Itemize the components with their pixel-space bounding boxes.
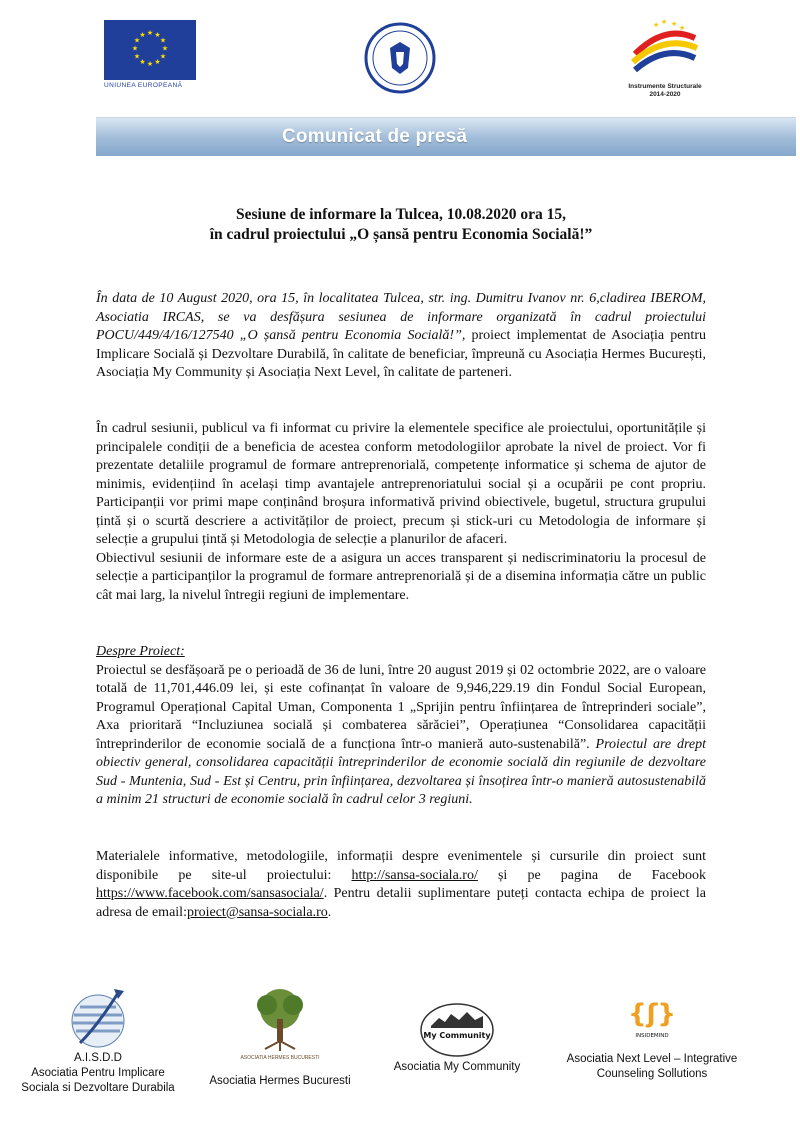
svg-text:★: ★ [159, 36, 167, 45]
svg-text:★: ★ [133, 36, 141, 45]
svg-text:★: ★ [131, 44, 139, 53]
is-caption-line1: Instrumente Structurale [628, 83, 702, 90]
paragraph-contact [96, 848, 706, 922]
nextlevel-name-line2: Counseling Sollutions [596, 1068, 708, 1080]
partner-hermes [200, 985, 360, 1089]
svg-text:★: ★ [661, 18, 668, 26]
is-caption [610, 83, 720, 99]
facebook-link[interactable]: https://www.facebook.com/sansasociala/ [96, 886, 324, 901]
hermes-logo-caption: ASOCIATIA HERMES BUCURESTI [240, 1055, 320, 1061]
is-caption-line2: 2014-2020 [649, 91, 681, 98]
banner-title: Comunicat de presă [282, 126, 468, 147]
aisdd-globe-icon [58, 985, 138, 1051]
nextlevel-name-line1: Asociatia Next Level – Integrative [566, 1053, 738, 1065]
aisdd-abbr: A.I.S.D.D [74, 1052, 122, 1064]
website-link[interactable]: http://sansa-sociala.ro/ [351, 867, 478, 883]
about-project-text: Proiectul se desfășoară pe o perioadă de 36 de luni, între 20 august 2019 și 02 octombrie 2022, are o valoare totală de 11,701,446.09 lei, și este cofinanțat în valoare de 9,946,229.19 din Fondul Social European, Programul Operațional Capital Uman, Componenta 1 „Sprijin pentru înființarea de întreprinderi sociale”, Axa prioritară “Incluziunea socială și combaterea sărăciei”, Operațiunea “Consolidarea capacității întreprinderilor de economie socială de a funcționa într-o manieră auto-sustenabilă”. [96, 662, 706, 752]
instrumente-structurale-logo [610, 14, 720, 99]
about-project-heading: Despre Proiect: [96, 644, 185, 659]
title-line-1: Sesiune de informare la Tulcea, 10.08.2020 ora 15, [236, 206, 566, 223]
press-release-banner [96, 117, 796, 156]
session-objective: Obiectivul sesiunii de informare este de a asigura un acces transparent și nediscriminatoriu la procesul de selecție a participanților la programul de formare antreprenorială și de a disemina informația către un public cât mai larg, la nivelul întregii regiuni de implementare. [96, 550, 706, 603]
paragraph-intro [96, 290, 706, 383]
intro-italic: În data de 10 August 2020, ora 15, în localitatea Tulcea, str. ing. Dumitru Ivanov nr. 6,cladirea IBEROM, Asociatia IRCAS, se va desfășura sesiunea de informare organizată în cadrul proiectului POCU/449/4/16/127540 „O șansă pentru Economia Socială!”, [96, 291, 706, 343]
intro-rest: proiect implementat de Asociația pentru Implicare Socială și Dezvoltare Durabilă, în calitate de beneficiar, împreună cu Asociația Hermes București, Asociația My Community și Asociația Next Level, în calitate de parteneri. [96, 328, 706, 380]
aisdd-name-line1: Asociatia Pentru Implicare [31, 1067, 165, 1079]
contact-text-1: Materialele informative, metodologiile, informații despre evenimentele și cursurile din proiect sunt disponibile pe site-ul proiectului: [96, 849, 706, 883]
paragraph-about-project [96, 643, 706, 810]
paragraph-session [96, 420, 706, 605]
insidemind-logo-text: INSIDEMIND [635, 1033, 669, 1039]
email-link[interactable]: proiect@sansa-sociala.ro [186, 904, 328, 920]
svg-text:★: ★ [159, 52, 167, 61]
svg-text:★: ★ [139, 31, 146, 39]
contact-text-2: și pe pagina de Facebook [477, 867, 706, 883]
mycommunity-logo-icon [417, 1000, 497, 1060]
eu-logo [104, 20, 200, 89]
partner-mycommunity [382, 1000, 532, 1075]
svg-text:★: ★ [146, 60, 154, 68]
eu-flag-icon [104, 20, 196, 80]
about-project-objective: Proiectul are drept obiectiv general, consolidarea capacității întreprinderilor de economie socială din regiunile de dezvoltare Sud - Muntenia, Sud - Est și Centru, prin înființarea, dezvoltarea și însoțirea într-o manieră autosustenabilă a minim 21 structuri de economie socială în cadrul celor 3 regiuni. [96, 736, 706, 807]
hermes-tree-icon [245, 985, 315, 1055]
svg-text:★: ★ [139, 58, 146, 66]
svg-text:★: ★ [154, 58, 161, 66]
mycommunity-logo-text: My Community [423, 1031, 491, 1040]
svg-text:★: ★ [161, 44, 169, 53]
partner-aisdd [8, 985, 188, 1096]
svg-text:★: ★ [133, 52, 141, 61]
contact-end: . [327, 904, 332, 920]
document-title [96, 205, 706, 245]
partner-nextlevel [552, 990, 752, 1082]
government-seal-icon [362, 20, 438, 96]
title-line-2: în cadrul proiectului „O șansă pentru Economia Socială!” [209, 226, 593, 243]
insidemind-logo-icon [622, 990, 682, 1042]
instrumente-structurale-icon [625, 14, 705, 76]
svg-text:★: ★ [671, 20, 678, 28]
hermes-name: Asociatia Hermes Bucuresti [209, 1075, 351, 1087]
session-details: În cadrul sesiunii, publicul va fi informat cu privire la elementele specifice ale proiectului, oportunitățile și principalele condiții de a beneficia de acestea conform metodologiilor aprobate la nivel de proiect. Vor fi prezentate detaliile programul de formare antreprenorială, competențe informatice și schema de ajutor de minimis, evidențiind în același timp avantajele antreprenoriatului social și a ocupării pe cont propriu. Participanții vor primi mape conținând broșura informativă privind obiectivele, bugetul, structura grupului țintă și o scurtă descriere a activităților de proiect, precum și stick-uri cu Metodologia de informare și selecție a grupului țintă și Metodologia de selecție a planurilor de afaceri. [96, 421, 706, 547]
mycommunity-name: Asociatia My Community [393, 1061, 521, 1073]
svg-text:{ʃ}: {ʃ} [628, 999, 676, 1029]
contact-text-3: . Pentru detalii suplimentare puteți contacta echipa de proiect la adresa de email: [96, 886, 706, 920]
svg-text:★: ★ [146, 29, 154, 37]
eu-caption: UNIUNEA EUROPEANĂ [104, 82, 183, 89]
aisdd-name-line2: Sociala si Dezvoltare Durabila [21, 1082, 175, 1094]
svg-text:★: ★ [679, 24, 686, 32]
svg-text:★: ★ [154, 31, 161, 39]
svg-text:★: ★ [653, 21, 660, 29]
